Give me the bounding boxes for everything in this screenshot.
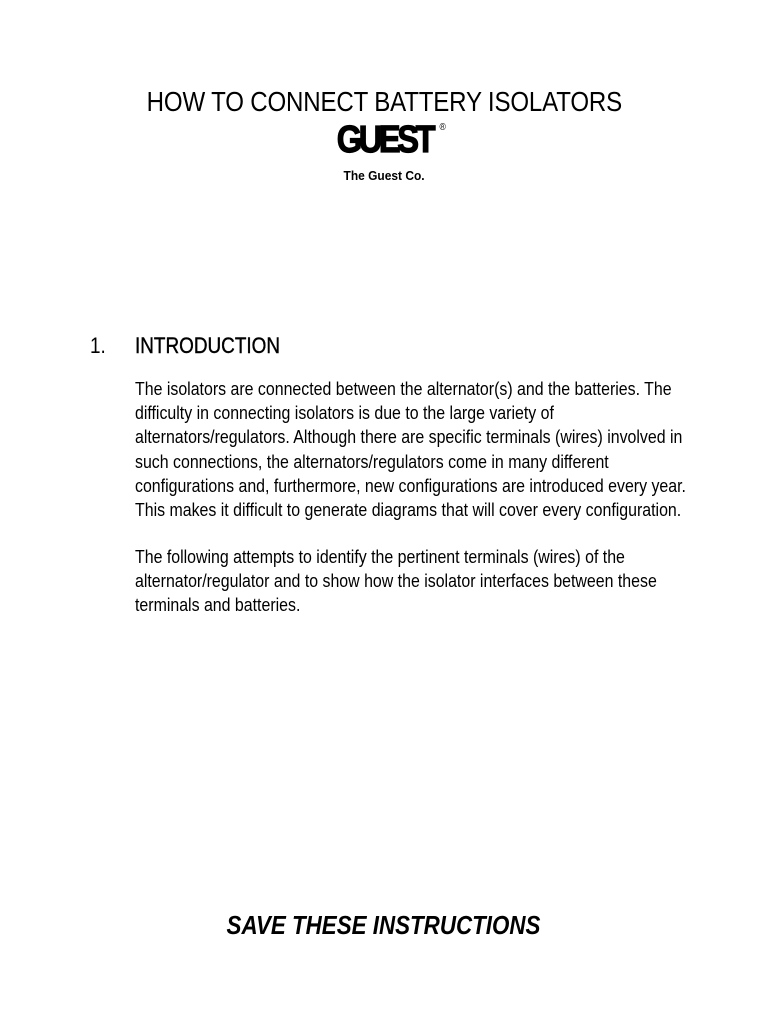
section-title: INTRODUCTION	[135, 333, 281, 358]
title-container	[0, 86, 768, 118]
paragraph-line: The following attempts to identify the pertinent terminals (wires) of the	[135, 546, 625, 567]
intro-paragraph-2	[135, 545, 742, 618]
footer-container	[0, 910, 768, 941]
guest-logo-text: GUEST	[336, 119, 432, 161]
logo-container	[0, 121, 768, 159]
paragraph-line: alternators/regulators. Although there are specific terminals (wires) involved in	[135, 426, 683, 448]
paragraph-line: alternator/regulator and to show how the isolator interfaces between these	[135, 570, 657, 592]
paragraph-line: This makes it difficult to generate diagrams that will cover every configuration.	[135, 499, 682, 521]
company-name: The Guest Co.	[343, 168, 425, 183]
company-container	[0, 167, 768, 185]
guest-logo	[336, 119, 446, 161]
document-title: HOW TO CONNECT BATTERY ISOLATORS	[146, 86, 622, 117]
paragraph-line: The isolators are connected between the alternator(s) and the batteries. The	[135, 378, 672, 399]
section-number: 1.	[90, 333, 106, 358]
save-instructions-notice: SAVE THESE INSTRUCTIONS	[227, 910, 541, 940]
paragraph-line: terminals and batteries.	[135, 594, 301, 616]
paragraph-line: difficulty in connecting isolators is due to the large variety of	[135, 402, 554, 424]
paragraph-line: such connections, the alternators/regulators come in many different	[135, 450, 609, 472]
intro-paragraph-1	[135, 377, 768, 522]
paragraph-line: configurations and, furthermore, new configurations are introduced every year.	[135, 474, 686, 496]
registered-mark: ®	[439, 122, 446, 133]
